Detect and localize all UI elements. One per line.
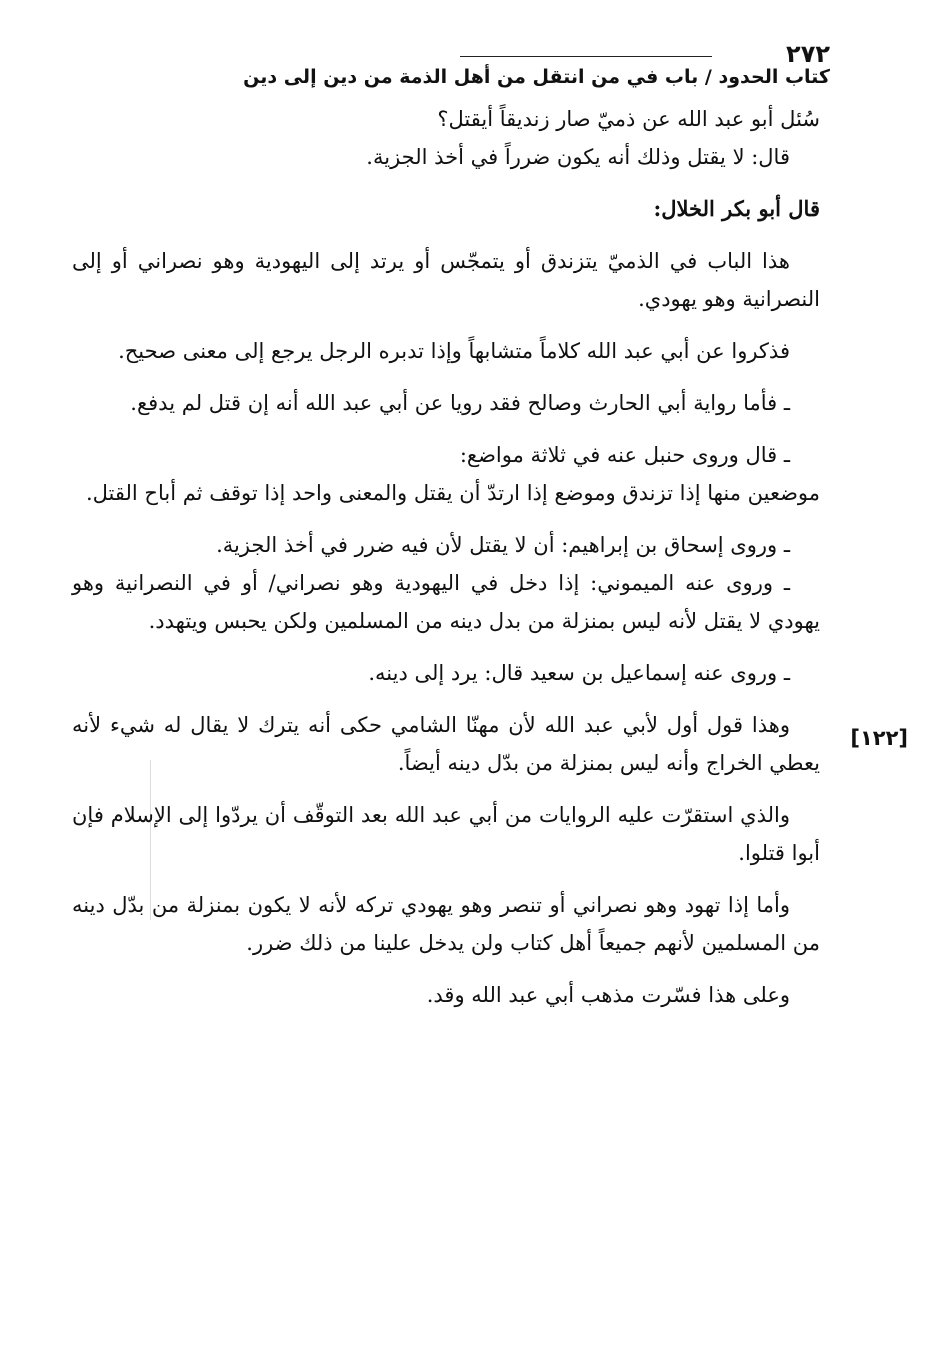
paragraph-reports: فذكروا عن أبي عبد الله كلاماً متشابهاً وإذا تدبره الرجل يرجع إلى معنى صحيح. xyxy=(118,339,790,363)
page-header xyxy=(60,34,830,88)
paragraph-two-places: موضعين منها إذا تزندق وموضع إذا ارتدّ أن يقتل والمعنى واحد إذا توقف ثم أباح القتل. xyxy=(85,481,820,505)
main-text xyxy=(72,100,820,1028)
running-title: كتاب الحدود / باب في من انتقل من أهل الذمة من دين إلى دين xyxy=(243,66,830,88)
header-rule xyxy=(460,56,712,57)
margin-folio-note: [١٢٢] xyxy=(850,726,908,750)
paragraph-question: سُئل أبو عبد الله عن ذميّ صار زنديقاً أيقتل؟ xyxy=(437,107,820,131)
paragraph-speaker: قال أبو بكر الخلال: xyxy=(653,196,820,221)
paragraph-maymuni: ـ وروى عنه الميموني: إذا دخل في اليهودية وهو نصراني/ أو في النصرانية وهو يهودي لا يقتل لأنه ليس بمنزلة من بدل دينه من المسلمين ولكن يحبس ويتهدد. xyxy=(72,571,820,633)
paragraph-ismail: ـ وروى عنه إسماعيل بن سعيد قال: يرد إلى دينه. xyxy=(368,661,790,685)
page-number: ٢٧٢ xyxy=(786,40,830,68)
paragraph-ishaq: ـ وروى إسحاق بن إبراهيم: أن لا يقتل لأن فيه ضرر في أخذ الجزية. xyxy=(216,533,790,557)
paragraph-hanbal: ـ قال وروى حنبل عنه في ثلاثة مواضع: xyxy=(459,443,790,467)
paragraph-conclusion: وعلى هذا فسّرت مذهب أبي عبد الله وقد. xyxy=(426,983,790,1007)
paragraph-muhanna: وهذا قول أول لأبي عبد الله لأن مهنّا الشامي حكى أنه يترك لا يقال له شيء لأنه يعطي الخراج وأنه ليس بمنزلة من بدّل دينه أيضاً. xyxy=(72,713,820,775)
paragraph-answer: قال: لا يقتل وذلك أنه يكون ضرراً في أخذ الجزية. xyxy=(366,145,790,169)
paragraph-abu-harith: ـ فأما رواية أبي الحارث وصالح فقد رويا عن أبي عبد الله أنه إن قتل لم يدفع. xyxy=(130,391,790,415)
paragraph-judaism-christianity: وأما إذا تهود وهو نصراني أو تنصر وهو يهودي تركه لأنه لا يكون بمنزلة من بدّل دينه من المسلمين لأنهم جميعاً أهل كتاب ولن يدخل علينا من ذلك ضرر. xyxy=(72,893,820,955)
paragraph-chapter-intro: هذا الباب في الذميّ يتزندق أو يتمجّس أو يرتد إلى اليهودية وهو نصراني أو إلى النصرانية وهو يهودي. xyxy=(72,249,820,311)
paragraph-settled-view: والذي استقرّت عليه الروايات من أبي عبد الله بعد التوقّف أن يردّوا إلى الإسلام فإن أبوا قتلوا. xyxy=(72,803,820,865)
